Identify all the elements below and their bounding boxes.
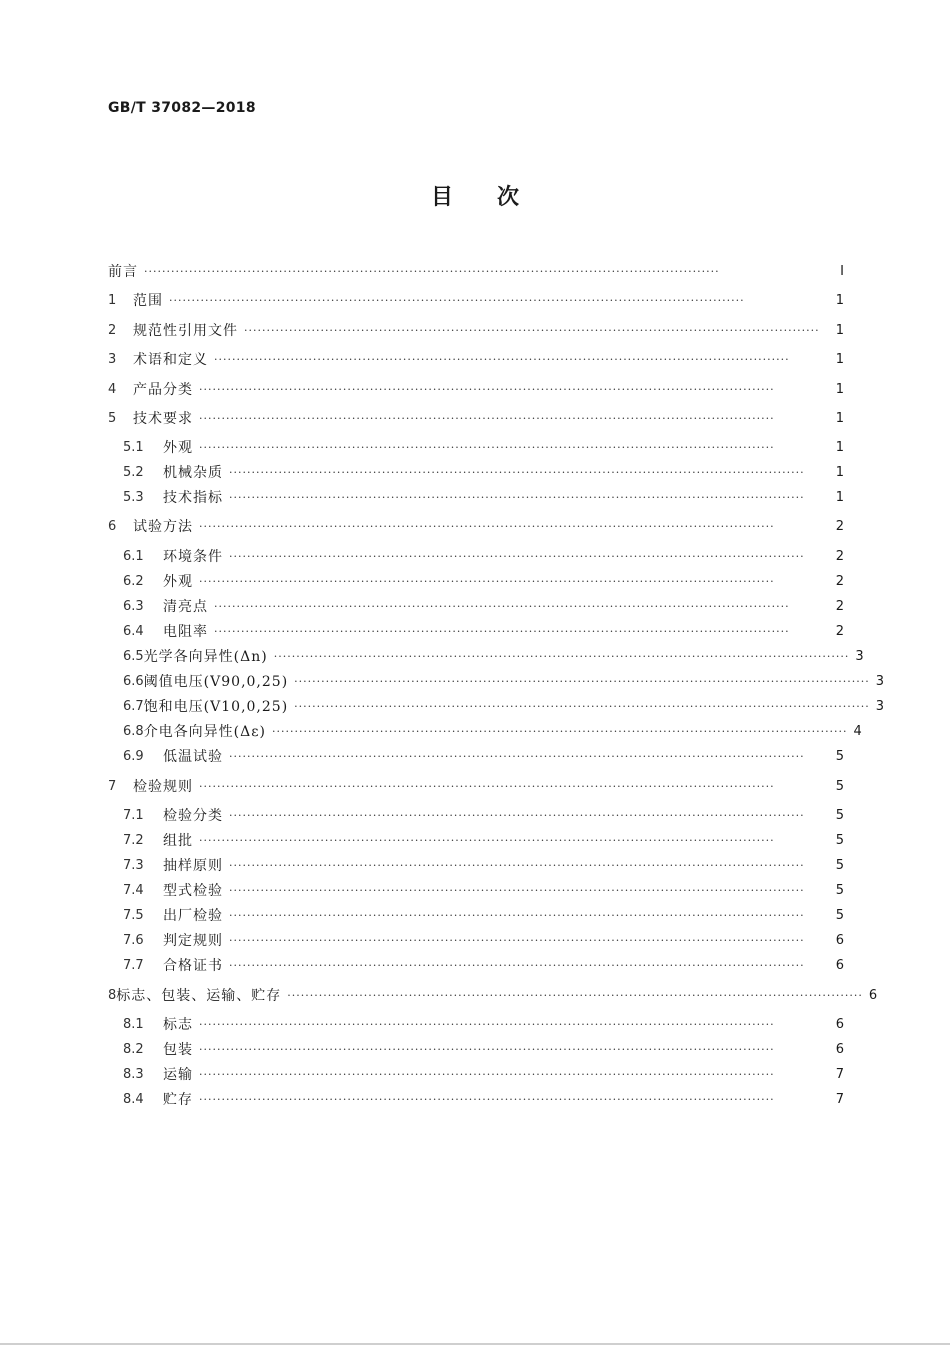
toc-entry-number: 6.2	[123, 573, 144, 589]
toc-entry-page: 5	[835, 907, 844, 923]
toc-entry-label: 规范性引用文件	[133, 323, 238, 339]
toc-entry-number: 7.7	[123, 957, 144, 973]
toc-entry-7-5[interactable]	[108, 905, 844, 925]
leader-dots: ································································································································	[214, 352, 790, 366]
toc-entry-label: 运输	[163, 1067, 193, 1083]
toc-entry-number: 6.7	[123, 698, 144, 714]
toc-entry-3[interactable]	[108, 349, 844, 369]
toc-entry-7-4[interactable]	[108, 880, 844, 900]
toc-entry-8-2[interactable]	[108, 1039, 844, 1059]
toc-entry-page: 1	[835, 381, 844, 397]
toc-entry-page: 5	[835, 882, 844, 898]
leader-dots: ································································································································	[214, 624, 790, 638]
toc-entry-6-7[interactable]	[108, 696, 885, 716]
toc-entry-page: 6	[835, 932, 844, 948]
leader-dots: ································································································································	[199, 411, 775, 425]
leader-dots: ································································································································	[199, 833, 775, 847]
leader-dots: ································································································································	[199, 574, 775, 588]
toc-entry-label: 包装	[163, 1042, 193, 1058]
toc-entry-label: 光学各向异性(Δn)	[143, 649, 268, 665]
leader-dots: ································································································································	[229, 465, 805, 479]
leader-dots: ································································································································	[199, 1092, 775, 1106]
toc-entry-label: 试验方法	[133, 519, 193, 535]
leader-dots: ································································································································	[229, 933, 805, 947]
toc-entry-label: 检验规则	[133, 779, 193, 795]
leader-dots: ································································································································	[199, 519, 775, 533]
toc-entry-label: 标志、包装、运输、贮存	[116, 988, 282, 1004]
toc-entry-7[interactable]	[108, 776, 844, 796]
toc-entry-label: 组批	[163, 833, 193, 849]
toc-entry-page: 1	[835, 489, 844, 505]
toc-entry-page: 3	[855, 648, 864, 664]
leader-dots: ································································································································	[169, 293, 745, 307]
leader-dots: ································································································································	[199, 779, 775, 793]
toc-entry-label: 检验分类	[163, 808, 223, 824]
leader-dots: ································································································································	[294, 699, 870, 713]
toc-entry-number: 8.1	[123, 1016, 144, 1032]
standard-code: GB/T 37082—2018	[108, 100, 256, 116]
leader-dots: ································································································································	[229, 958, 805, 972]
leader-dots: ································································································································	[199, 1042, 775, 1056]
toc-entry-label: 阈值电压(V90,0,25)	[143, 674, 289, 690]
toc-entry-label: 出厂检验	[163, 908, 223, 924]
toc-entry-number: 5.3	[123, 489, 144, 505]
toc-entry-number: 6.9	[123, 748, 144, 764]
toc-entry-label: 外观	[163, 440, 193, 456]
toc-title: 目 次	[430, 185, 519, 210]
toc-entry-7-6[interactable]	[108, 930, 844, 950]
toc-entry-6-1[interactable]	[108, 546, 844, 566]
leader-dots: ································································································································	[229, 808, 805, 822]
toc-entry-6-3[interactable]	[108, 596, 844, 616]
toc-entry-number: 7.3	[123, 857, 144, 873]
toc-entry-number: 6.5	[123, 648, 144, 664]
toc-entry-number: 3	[108, 351, 117, 367]
toc-entry-page: 1	[835, 464, 844, 480]
toc-entry-label: 环境条件	[163, 549, 223, 565]
toc-entry-page: 1	[835, 292, 844, 308]
toc-entry-number: 8	[108, 987, 117, 1003]
toc-entry-label: 标志	[163, 1017, 193, 1033]
toc-entry-label: 型式检验	[163, 883, 223, 899]
toc-entry-page: 6	[868, 987, 878, 1003]
toc-entry-number: 6.4	[123, 623, 144, 639]
toc-entry-label: 饱和电压(V10,0,25)	[143, 699, 289, 715]
toc-entry-label: 机械杂质	[163, 465, 223, 481]
toc-entry-label: 抽样原则	[163, 858, 223, 874]
toc-entry-5[interactable]	[108, 408, 844, 428]
toc-entry-page: 4	[853, 723, 862, 739]
toc-entry-number: 6	[108, 518, 117, 534]
toc-entry-page: 7	[835, 1066, 844, 1082]
toc-entry-7-7[interactable]	[108, 955, 844, 975]
toc-entry-label: 外观	[163, 574, 193, 590]
toc-entry-8-3[interactable]	[108, 1064, 844, 1084]
toc-entry-label: 判定规则	[163, 933, 223, 949]
toc-entry-number: 4	[108, 381, 117, 397]
toc-entry-5-2[interactable]	[108, 462, 844, 482]
toc-entry-page: 7	[835, 1091, 844, 1107]
toc-entry-page: 5	[835, 778, 844, 794]
toc-entry-6-2[interactable]	[108, 571, 844, 591]
toc-entry-label: 合格证书	[163, 958, 223, 974]
toc-entry-8[interactable]	[108, 985, 878, 1005]
leader-dots: ································································································································	[229, 858, 805, 872]
leader-dots: ································································································································	[229, 908, 805, 922]
toc-entry-page: 6	[835, 957, 844, 973]
toc-entry-8-1[interactable]	[108, 1014, 844, 1034]
leader-dots: ································································································································	[273, 649, 850, 663]
toc-entry-number: 8.2	[123, 1041, 144, 1057]
toc-entry-number: 2	[108, 322, 117, 338]
toc-entry-number: 5.1	[123, 439, 144, 455]
toc-entry-6[interactable]	[108, 516, 844, 536]
toc-entry-number: 7.2	[123, 832, 144, 848]
toc-entry-7-3[interactable]	[108, 855, 844, 875]
toc-entry-6-9[interactable]	[108, 746, 844, 766]
toc-entry-8-4[interactable]	[108, 1089, 844, 1109]
toc-entry-label: 前言	[108, 264, 138, 280]
toc-entry-2[interactable]	[108, 320, 844, 340]
toc-entry-number: 8.4	[123, 1091, 144, 1107]
toc-entry-page: 5	[835, 857, 844, 873]
toc-entry-page: 1	[835, 410, 844, 426]
leader-dots: ································································································································	[244, 323, 820, 337]
leader-dots: ································································································································	[214, 599, 790, 613]
toc-entry-page: 1	[835, 439, 844, 455]
toc-entry-page: 2	[835, 598, 844, 614]
toc-entry-page: 5	[835, 832, 844, 848]
toc-entry-5-1[interactable]	[108, 437, 844, 457]
leader-dots: ································································································································	[229, 549, 805, 563]
toc-entry-number: 6.3	[123, 598, 144, 614]
leader-dots: ································································································································	[229, 883, 805, 897]
toc-entry-number: 5.2	[123, 464, 144, 480]
leader-dots: ································································································································	[199, 1017, 775, 1031]
toc-entry-label: 术语和定义	[133, 352, 208, 368]
toc-entry-page: 6	[835, 1041, 844, 1057]
toc-entry-page: 1	[835, 351, 844, 367]
toc-entry-4[interactable]	[108, 379, 844, 399]
leader-dots: ································································································································	[199, 440, 775, 454]
toc-entry-number: 5	[108, 410, 117, 426]
toc-entry-number: 6.6	[123, 673, 144, 689]
toc-entry-number: 1	[108, 292, 117, 308]
leader-dots: ································································································································	[199, 1067, 775, 1081]
toc-entry-6-4[interactable]	[108, 621, 844, 641]
toc-entry-7-1[interactable]	[108, 805, 844, 825]
toc-entry-page: Ⅰ	[840, 263, 844, 279]
toc-entry-label: 技术指标	[163, 490, 223, 506]
toc-entry-label: 电阻率	[163, 624, 208, 640]
leader-dots: ································································································································	[229, 490, 805, 504]
toc-entry-page: 3	[875, 698, 885, 714]
toc-entry-page: 6	[835, 1016, 844, 1032]
toc-entry-label: 低温试验	[163, 749, 223, 765]
toc-entry-6-6[interactable]	[108, 671, 885, 691]
toc-entry-label: 范围	[133, 293, 163, 309]
toc-entry-1[interactable]	[108, 290, 844, 310]
toc-entry-7-2[interactable]	[108, 830, 844, 850]
toc-entry-foreword[interactable]	[108, 261, 844, 281]
toc-entry-page: 1	[835, 322, 844, 338]
toc-entry-number: 7.6	[123, 932, 144, 948]
leader-dots: ································································································································	[144, 264, 720, 278]
toc-entry-number: 7.1	[123, 807, 144, 823]
leader-dots: ································································································································	[229, 749, 805, 763]
toc-entry-number: 8.3	[123, 1066, 144, 1082]
toc-entry-number: 6.1	[123, 548, 144, 564]
leader-dots: ································································································································	[199, 382, 775, 396]
toc-entry-5-3[interactable]	[108, 487, 844, 507]
toc-entry-number: 7.4	[123, 882, 144, 898]
leader-dots: ································································································································	[294, 674, 870, 688]
toc-entry-6-5[interactable]	[108, 646, 864, 666]
leader-dots: ································································································································	[271, 724, 848, 738]
toc-entry-page: 2	[835, 573, 844, 589]
toc-entry-label: 介电各向异性(Δε)	[143, 724, 266, 740]
toc-entry-page: 3	[875, 673, 885, 689]
toc-entry-page: 5	[835, 748, 844, 764]
toc-entry-number: 6.8	[123, 723, 144, 739]
toc-entry-page: 2	[835, 548, 844, 564]
toc-entry-6-8[interactable]	[108, 721, 862, 741]
toc-entry-label: 清亮点	[163, 599, 208, 615]
toc-entry-label: 贮存	[163, 1092, 193, 1108]
toc-entry-label: 产品分类	[133, 382, 193, 398]
leader-dots: ································································································································	[287, 988, 863, 1002]
toc-entry-label: 技术要求	[133, 411, 193, 427]
toc-entry-page: 2	[835, 518, 844, 534]
toc-entry-number: 7.5	[123, 907, 144, 923]
toc-entry-page: 5	[835, 807, 844, 823]
toc-entry-page: 2	[835, 623, 844, 639]
toc-entry-number: 7	[108, 778, 117, 794]
